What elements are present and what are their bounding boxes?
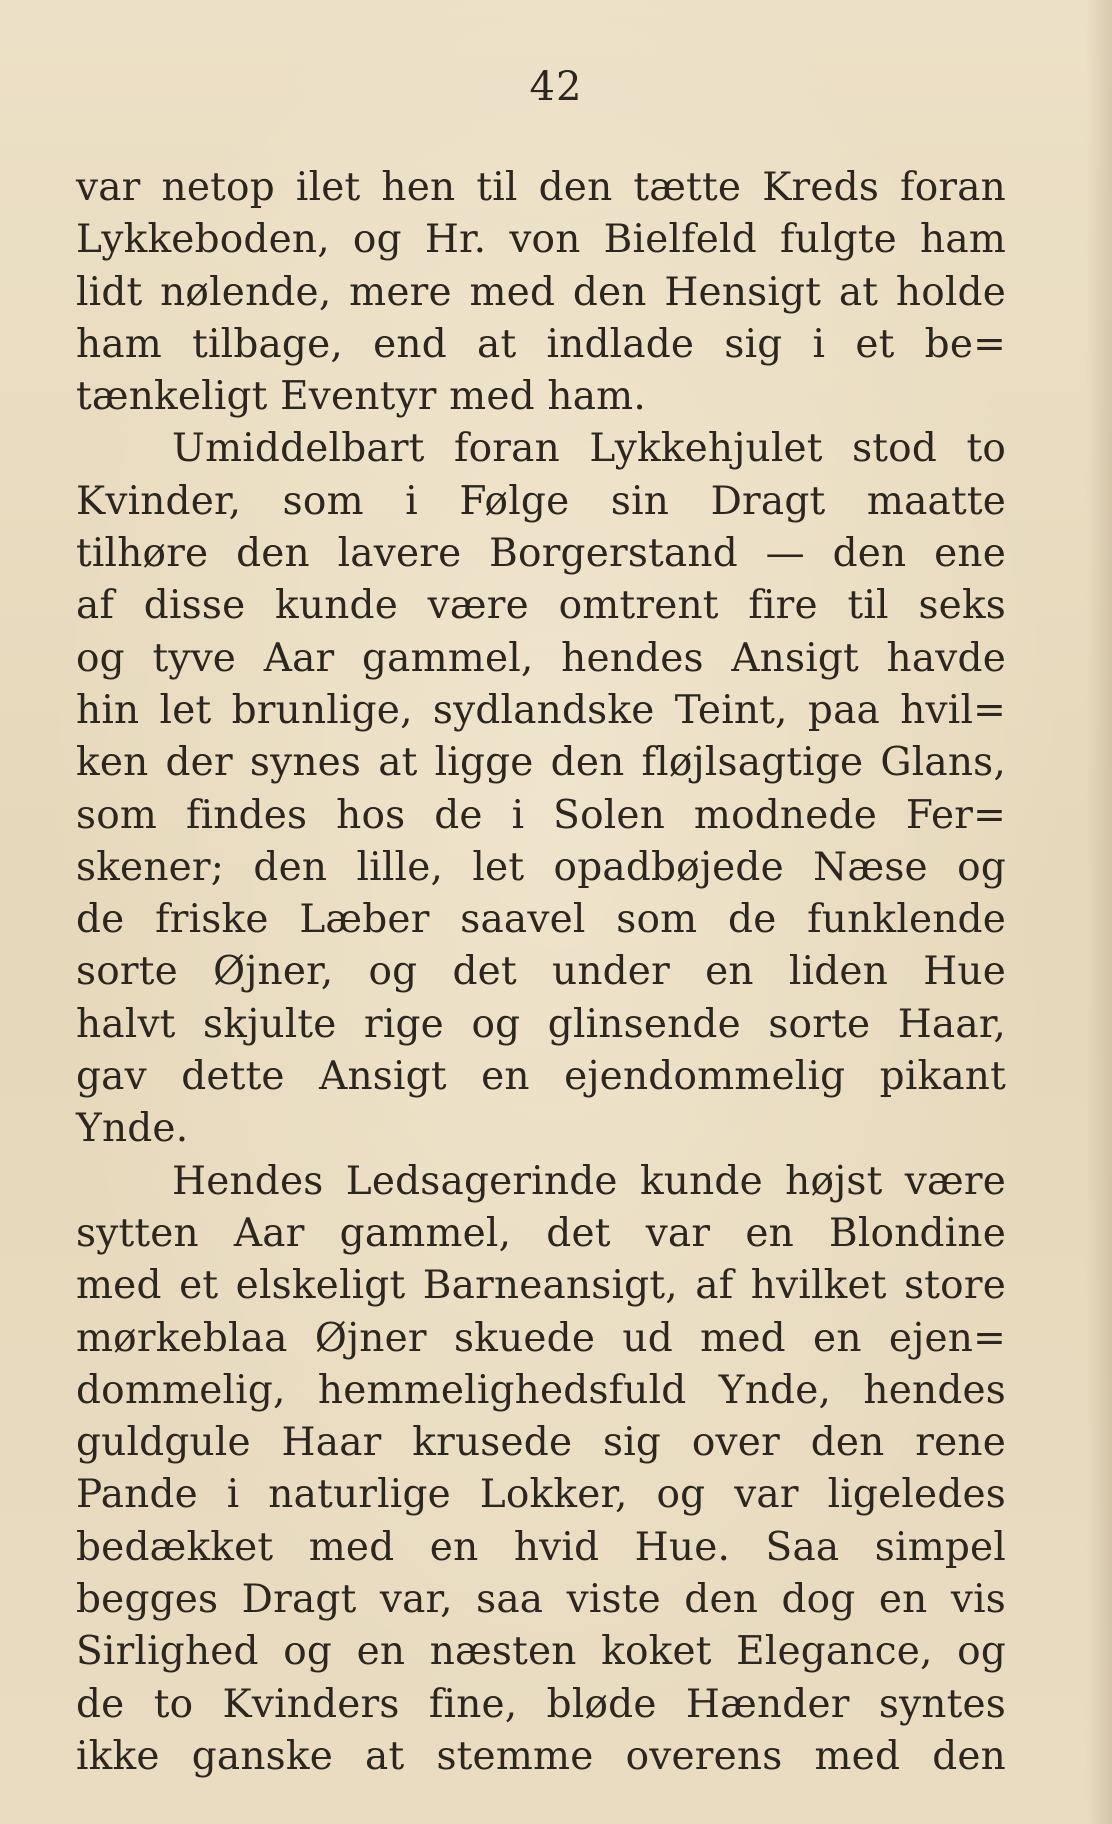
text-line: som findes hos de i Solen modnede Fer= <box>76 792 1006 838</box>
body-text <box>76 162 1006 1783</box>
text-line: tænkeligt Eventyr med ham. <box>76 374 646 420</box>
text-line: dommelig, hemmelighedsfuld Ynde, hendes <box>76 1367 1006 1413</box>
text-line: sorte Øjner, og det under en liden Hue <box>76 949 1006 995</box>
text-line: Lykkeboden, og Hr. von Bielfeld fulgte ham <box>76 217 1006 263</box>
text-line: var netop ilet hen til den tætte Kreds foran <box>76 165 1006 210</box>
text-line: Sirlighed og en næsten koket Elegance, og <box>76 1629 1006 1675</box>
text-line: Ynde. <box>76 1106 189 1152</box>
text-line: tilhøre den lavere Borgerstand — den ene <box>76 531 1006 577</box>
text-line: Umiddelbart foran Lykkehjulet stod to <box>172 426 1006 472</box>
text-line: Hendes Ledsagerinde kunde højst være <box>172 1158 1006 1204</box>
text-line: lidt nølende, mere med den Hensigt at holde <box>76 269 1006 315</box>
text-line: guldgule Haar krusede sig over den rene <box>76 1420 1006 1466</box>
text-line: og tyve Aar gammel, hendes Ansigt havde <box>76 635 1006 681</box>
text-line: hin let brunlige, sydlandske Teint, paa hvil= <box>76 687 1006 733</box>
text-line: Kvinder, som i Følge sin Dragt maatte <box>76 478 1006 524</box>
text-line: skener; den lille, let opadbøjede Næse og <box>76 844 1006 890</box>
text-line: med et elskeligt Barneansigt, af hvilket store <box>76 1263 1006 1309</box>
text-line: de to Kvinders fine, bløde Hænder syntes <box>76 1681 1006 1727</box>
text-line: begges Dragt var, saa viste den dog en vis <box>76 1577 1006 1623</box>
page-edge-shadow <box>1086 0 1112 1824</box>
text-line: ikke ganske at stemme overens med den <box>76 1733 1006 1779</box>
text-line: Pande i naturlige Lokker, og var ligeledes <box>76 1472 1006 1518</box>
text-line: af disse kunde være omtrent fire til seks <box>76 583 1006 629</box>
text-line: de friske Læber saavel som de funklende <box>76 897 1006 943</box>
text-line: sytten Aar gammel, det var en Blondine <box>76 1210 1006 1256</box>
text-line: gav dette Ansigt en ejendommelig pikant <box>76 1054 1006 1100</box>
text-line: halvt skjulte rige og glinsende sorte Haar, <box>76 1001 1006 1047</box>
text-line: bedækket med en hvid Hue. Saa simpel <box>76 1524 1006 1570</box>
page-number: 42 <box>529 64 583 110</box>
text-line: mørkeblaa Øjner skuede ud med en ejen= <box>76 1315 1006 1361</box>
text-line: ham tilbage, end at indlade sig i et be= <box>76 321 1006 367</box>
text-line: ken der synes at ligge den fløjlsagtige Glans, <box>76 740 1006 786</box>
